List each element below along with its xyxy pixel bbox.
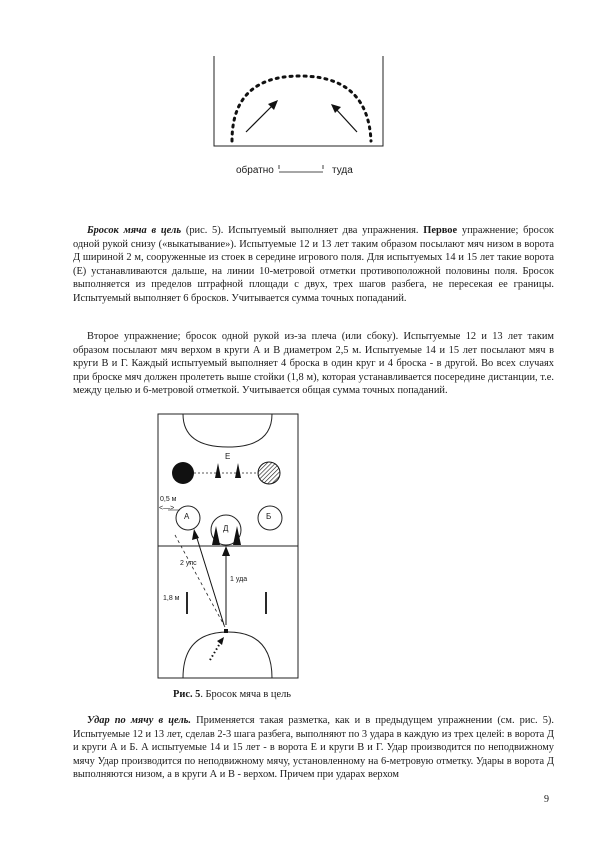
paragraph-kick (73, 714, 554, 782)
legend-label-right: туда (332, 165, 353, 176)
circle-g (258, 462, 280, 484)
field-label-b: Б (266, 512, 272, 521)
bottom-penalty-arc (183, 632, 272, 678)
paragraph2-text: Второе упражнение; бросок одной рукой из-за плеча (или сбоку). Испытуемые 12 и 13 лет таким образом посылают мяч верхом в круги А и В диаметром 2,5 м. Испытуемые 14 и 15 лет посылают мяч в круги В и Г. Каждый испытуемый выполняет 4 броска в один круг и 4 броска - в другой. Во всех случаях при броске мяч должен пролететь выше стойки (1,8 м), которая устанавливается посередине дистанции, т.е. между целью и 6-метровой отметкой. Учитывается общая сумма точных попаданий. (73, 331, 554, 397)
runin-heading-kick: Удар по мячу в цель. (87, 715, 192, 726)
field-dim-symbol: <—> (159, 505, 175, 512)
top-penalty-arc (183, 414, 272, 447)
paragraph1-emph: Первое (423, 225, 458, 236)
caption-text: . Бросок мяча в цель (200, 689, 291, 700)
legend-label-left: обратно (236, 165, 274, 176)
paragraph1-text: (рис. 5). Испытуемый выполняет два упражнения. (181, 225, 424, 236)
paragraph1-text2: упражнение; бросок одной рукой снизу («выкатывание»). Испытуемые 12 и 13 лет таким образом посылают мяч низом в ворота Д шириной 2 м, сооруженные из стоек в середине игрового поля. Для испытуемых 14 и 15 лет такие ворота (Е) устанавливаются дальше, на линии 10-метровой отметки противоположной половины поля. Бросок выполняется из пределов штрафной площади с двух, трех шагов разбега, не пересекая ее границы. Испытуемый выполняет 6 бросков. Учитывается сумма точных попаданий. (73, 225, 554, 304)
runin-heading-throw: Бросок мяча в цель (87, 225, 182, 236)
gate-e-post-right (235, 463, 241, 478)
arrow-to-a (196, 535, 224, 625)
field-label-height: 1,8 м (163, 595, 180, 602)
figure-caption (173, 689, 291, 700)
circle-v (172, 462, 194, 484)
field-dim-label: 0,5 м (160, 496, 177, 503)
ball-marker (224, 629, 228, 633)
caption-prefix: Рис. 5 (173, 689, 201, 700)
page-number: 9 (544, 794, 549, 805)
field-label-return: 2 упс (180, 560, 197, 567)
dotted-arrow-bottom-head (217, 637, 224, 645)
paragraph3-text: Применяется такая разметка, как и в предыдущем упражнении (см. рис. 5). Испытуемые 12 и 13 лет, сделав 2-3 шага разбега, выполняют по 3 удара в каждую из трех целей: в ворота Д и круги А и Б. А испытуемые 14 и 15 лет - в ворота Е и круги В и Г. Удар производится по неподвижному мячу Удар производится по неподвижному мячу, установленному на 6-метровую отметку. Удары в ворота Д выполняются низом, а в круги А и В - верхом. Причем при ударах верхом (73, 715, 554, 781)
field-label-forward: 1 уда (230, 576, 248, 583)
field-label-e: Е (225, 452, 231, 461)
arrow-to-a-head (192, 529, 199, 540)
field-label-d: Д (223, 524, 229, 533)
field-label-a: А (184, 512, 190, 521)
arrow-up-head (222, 546, 230, 556)
gate-e-post-left (215, 463, 221, 478)
